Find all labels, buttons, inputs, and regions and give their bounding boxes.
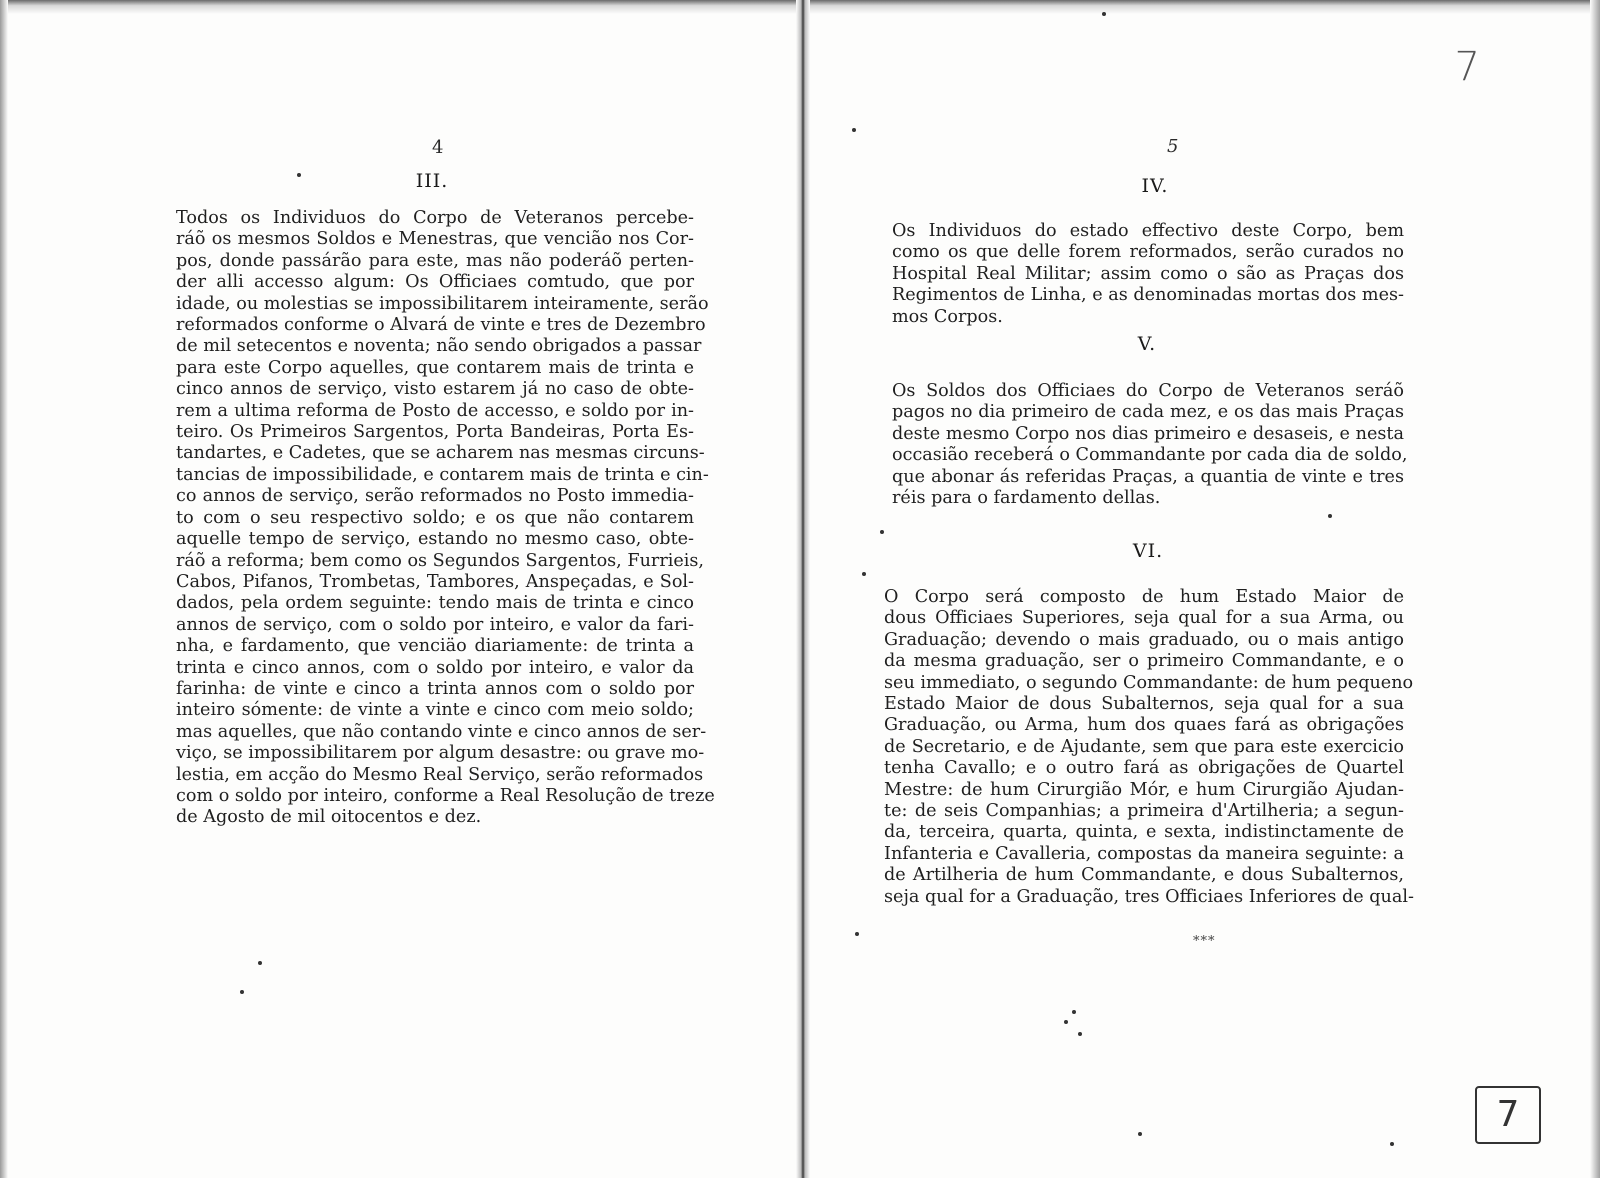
book-gutter: [796, 0, 810, 1178]
section-v-text: [892, 381, 1408, 509]
text-line: teiro. Os Primeiros Sargentos, Porta Bandeiras, Porta Es-: [176, 422, 694, 443]
scan-speck: [1064, 1020, 1068, 1024]
text-line: O Corpo será composto de hum Estado Maior de: [884, 587, 1404, 607]
section-iv-text: [892, 221, 1404, 328]
scan-speck: [1072, 1010, 1076, 1014]
text-line: der alli accesso algum: Os Officiaes comtudo, que por: [176, 272, 694, 293]
text-line: idade, ou molestias se impossibilitarem inteiramente, serão: [176, 293, 709, 314]
section-heading-vi: VI.: [1132, 540, 1164, 562]
scan-speck: [852, 128, 856, 132]
text-line: Todos os Individuos do Corpo de Veteranos percebe-: [176, 208, 694, 228]
text-line: pos, donde passárão para este, mas não poderáõ perten-: [176, 250, 694, 271]
page-number-right: 5: [1167, 136, 1179, 157]
text-line: dous Officiaes Superiores, seja qual for a sua Arma, ou: [884, 608, 1404, 629]
text-line: para este Corpo aquelles, que contarem mais de trinta e: [176, 357, 694, 378]
text-line: nha, e fardamento, que venciäo diariamente: de trinta a: [176, 636, 694, 657]
right-page: [810, 0, 1590, 1178]
section-vi-text: [884, 587, 1414, 908]
text-line: mas aquelles, que não contando vinte e cinco annos de ser-: [176, 721, 707, 742]
text-line: tenha Cavallo; e o outro fará as obrigações de Quartel: [884, 758, 1404, 779]
text-line: de Artilheria de hum Commandante, e dous Subalternos,: [884, 865, 1404, 886]
text-line: Os Individuos do estado effectivo deste Corpo, bem: [892, 221, 1404, 241]
text-line: de Secretario, e de Ajudante, sem que para este exercicio: [884, 736, 1404, 757]
text-line: trinta e cinco annos, com o soldo por inteiro, e valor da: [176, 657, 694, 678]
scan-speck: [1102, 12, 1106, 16]
section-heading-iv: IV.: [1141, 175, 1169, 197]
page-number-left: 4: [432, 137, 444, 158]
text-line: Cabos, Pifanos, Trombetas, Tambores, Anspeçadas, e Sol-: [176, 571, 694, 592]
scan-speck: [880, 530, 884, 534]
text-line: reformados conforme o Alvará de vinte e tres de Dezembro: [176, 315, 706, 336]
text-line: to com o seu respectivo soldo; e os que não contarem: [176, 507, 694, 528]
scan-speck: [1078, 1032, 1082, 1036]
scan-speck: [855, 932, 859, 936]
text-line: deste mesmo Corpo nos dias primeiro e desaseis, e nesta: [892, 423, 1404, 444]
text-line: Regimentos de Linha, e as denominadas mortas dos mes-: [892, 285, 1404, 306]
scan-speck: [1328, 514, 1332, 518]
section-iii-text: [176, 208, 715, 829]
text-line: de Agosto de mil oitocentos e dez.: [176, 807, 482, 828]
corner-page-mark: 7: [1454, 44, 1480, 90]
text-line: annos de serviço, com o soldo por inteiro, e valor da fari-: [176, 614, 694, 635]
text-line: Graduação; devendo o mais graduado, ou o mais antigo: [884, 629, 1404, 650]
text-line: co annos de serviço, serão reformados no Posto immedia-: [176, 486, 694, 507]
scan-speck: [1138, 1132, 1142, 1136]
scan-speck: [240, 990, 244, 994]
text-line: réis para o fardamento dellas.: [892, 488, 1161, 509]
text-line: ráõ a reforma; bem como os Segundos Sargentos, Furrieis,: [176, 550, 705, 571]
text-line: Graduação, ou Arma, hum dos quaes fará as obrigações: [884, 715, 1404, 736]
section-heading-iii: III.: [415, 170, 449, 192]
text-line: aquelle tempo de serviço, estando no mesmo caso, obte-: [176, 529, 694, 550]
text-line: seja qual for a Graduação, tres Officiaes Inferiores de qual-: [884, 886, 1414, 907]
text-line: da, terceira, quarta, quinta, e sexta, indistinctamente de: [884, 822, 1404, 843]
text-line: inteiro sómente: de vinte a vinte e cinco com meio soldo;: [176, 700, 694, 721]
scan-right-edge: [1590, 0, 1600, 1178]
text-line: como os que delle forem reformados, serão curados no: [892, 242, 1404, 263]
text-line: com o soldo por inteiro, conforme a Real Resolução de treze: [176, 785, 715, 806]
text-line: pagos no dia primeiro de cada mez, e os das mais Praças: [892, 402, 1404, 423]
text-line: mos Corpos.: [892, 306, 1003, 327]
text-line: de mil setecentos e noventa; não sendo obrigados a passar: [176, 336, 702, 357]
text-line: dados, pela ordem seguinte: tendo mais de trinta e cinco: [176, 593, 694, 614]
text-line: Hospital Real Militar; assim como o são as Praças dos: [892, 263, 1404, 284]
archive-page-stamp: 7: [1475, 1086, 1541, 1144]
scan-speck: [862, 572, 866, 576]
text-line: cinco annos de serviço, visto estarem já no caso de obte-: [176, 379, 694, 400]
scan-speck: [258, 961, 262, 965]
scan-speck: [297, 173, 301, 177]
text-line: que abonar ás referidas Praças, a quantia de vinte e tres: [892, 466, 1404, 487]
text-line: ráõ os mesmos Soldos e Menestras, que vencião nos Cor-: [176, 229, 694, 250]
text-line: farinha: de vinte e cinco a trinta annos com o soldo por: [176, 678, 694, 699]
text-line: seu immediato, o segundo Commandante: de hum pequeno: [884, 672, 1414, 693]
text-line: te: de seis Companhias; a primeira d'Artilheria; a segun-: [884, 801, 1404, 822]
text-line: tancias de impossibilidade, e contarem mais de trinta e cin-: [176, 464, 709, 485]
scan-speck: [1390, 1142, 1394, 1146]
text-line: da mesma graduação, ser o primeiro Commandante, e o: [884, 651, 1404, 672]
text-line: Infanteria e Cavalleria, compostas da maneira seguinte: a: [884, 843, 1404, 864]
text-line: occasião receberá o Commandante por cada dia de soldo,: [892, 445, 1408, 466]
text-line: viço, se impossibilitarem por algum desastre: ou grave mo-: [176, 743, 705, 764]
text-line: Mestre: de hum Cirurgião Mór, e hum Cirurgião Ajudan-: [884, 779, 1404, 800]
text-line: Os Soldos dos Officiaes do Corpo de Veteranos seráõ: [892, 381, 1404, 401]
section-heading-v: V.: [1137, 333, 1157, 355]
text-line: lestia, em acção do Mesmo Real Serviço, serão reformados: [176, 764, 704, 785]
signature-mark: ***: [1193, 934, 1216, 949]
text-line: tandartes, e Cadetes, que se acharem nas mesmas circuns-: [176, 443, 705, 464]
left-page: [0, 0, 796, 1178]
text-line: Estado Maior de dous Subalternos, seja qual for a sua: [884, 694, 1404, 715]
text-line: rem a ultima reforma de Posto de accesso, e soldo por in-: [176, 400, 694, 421]
